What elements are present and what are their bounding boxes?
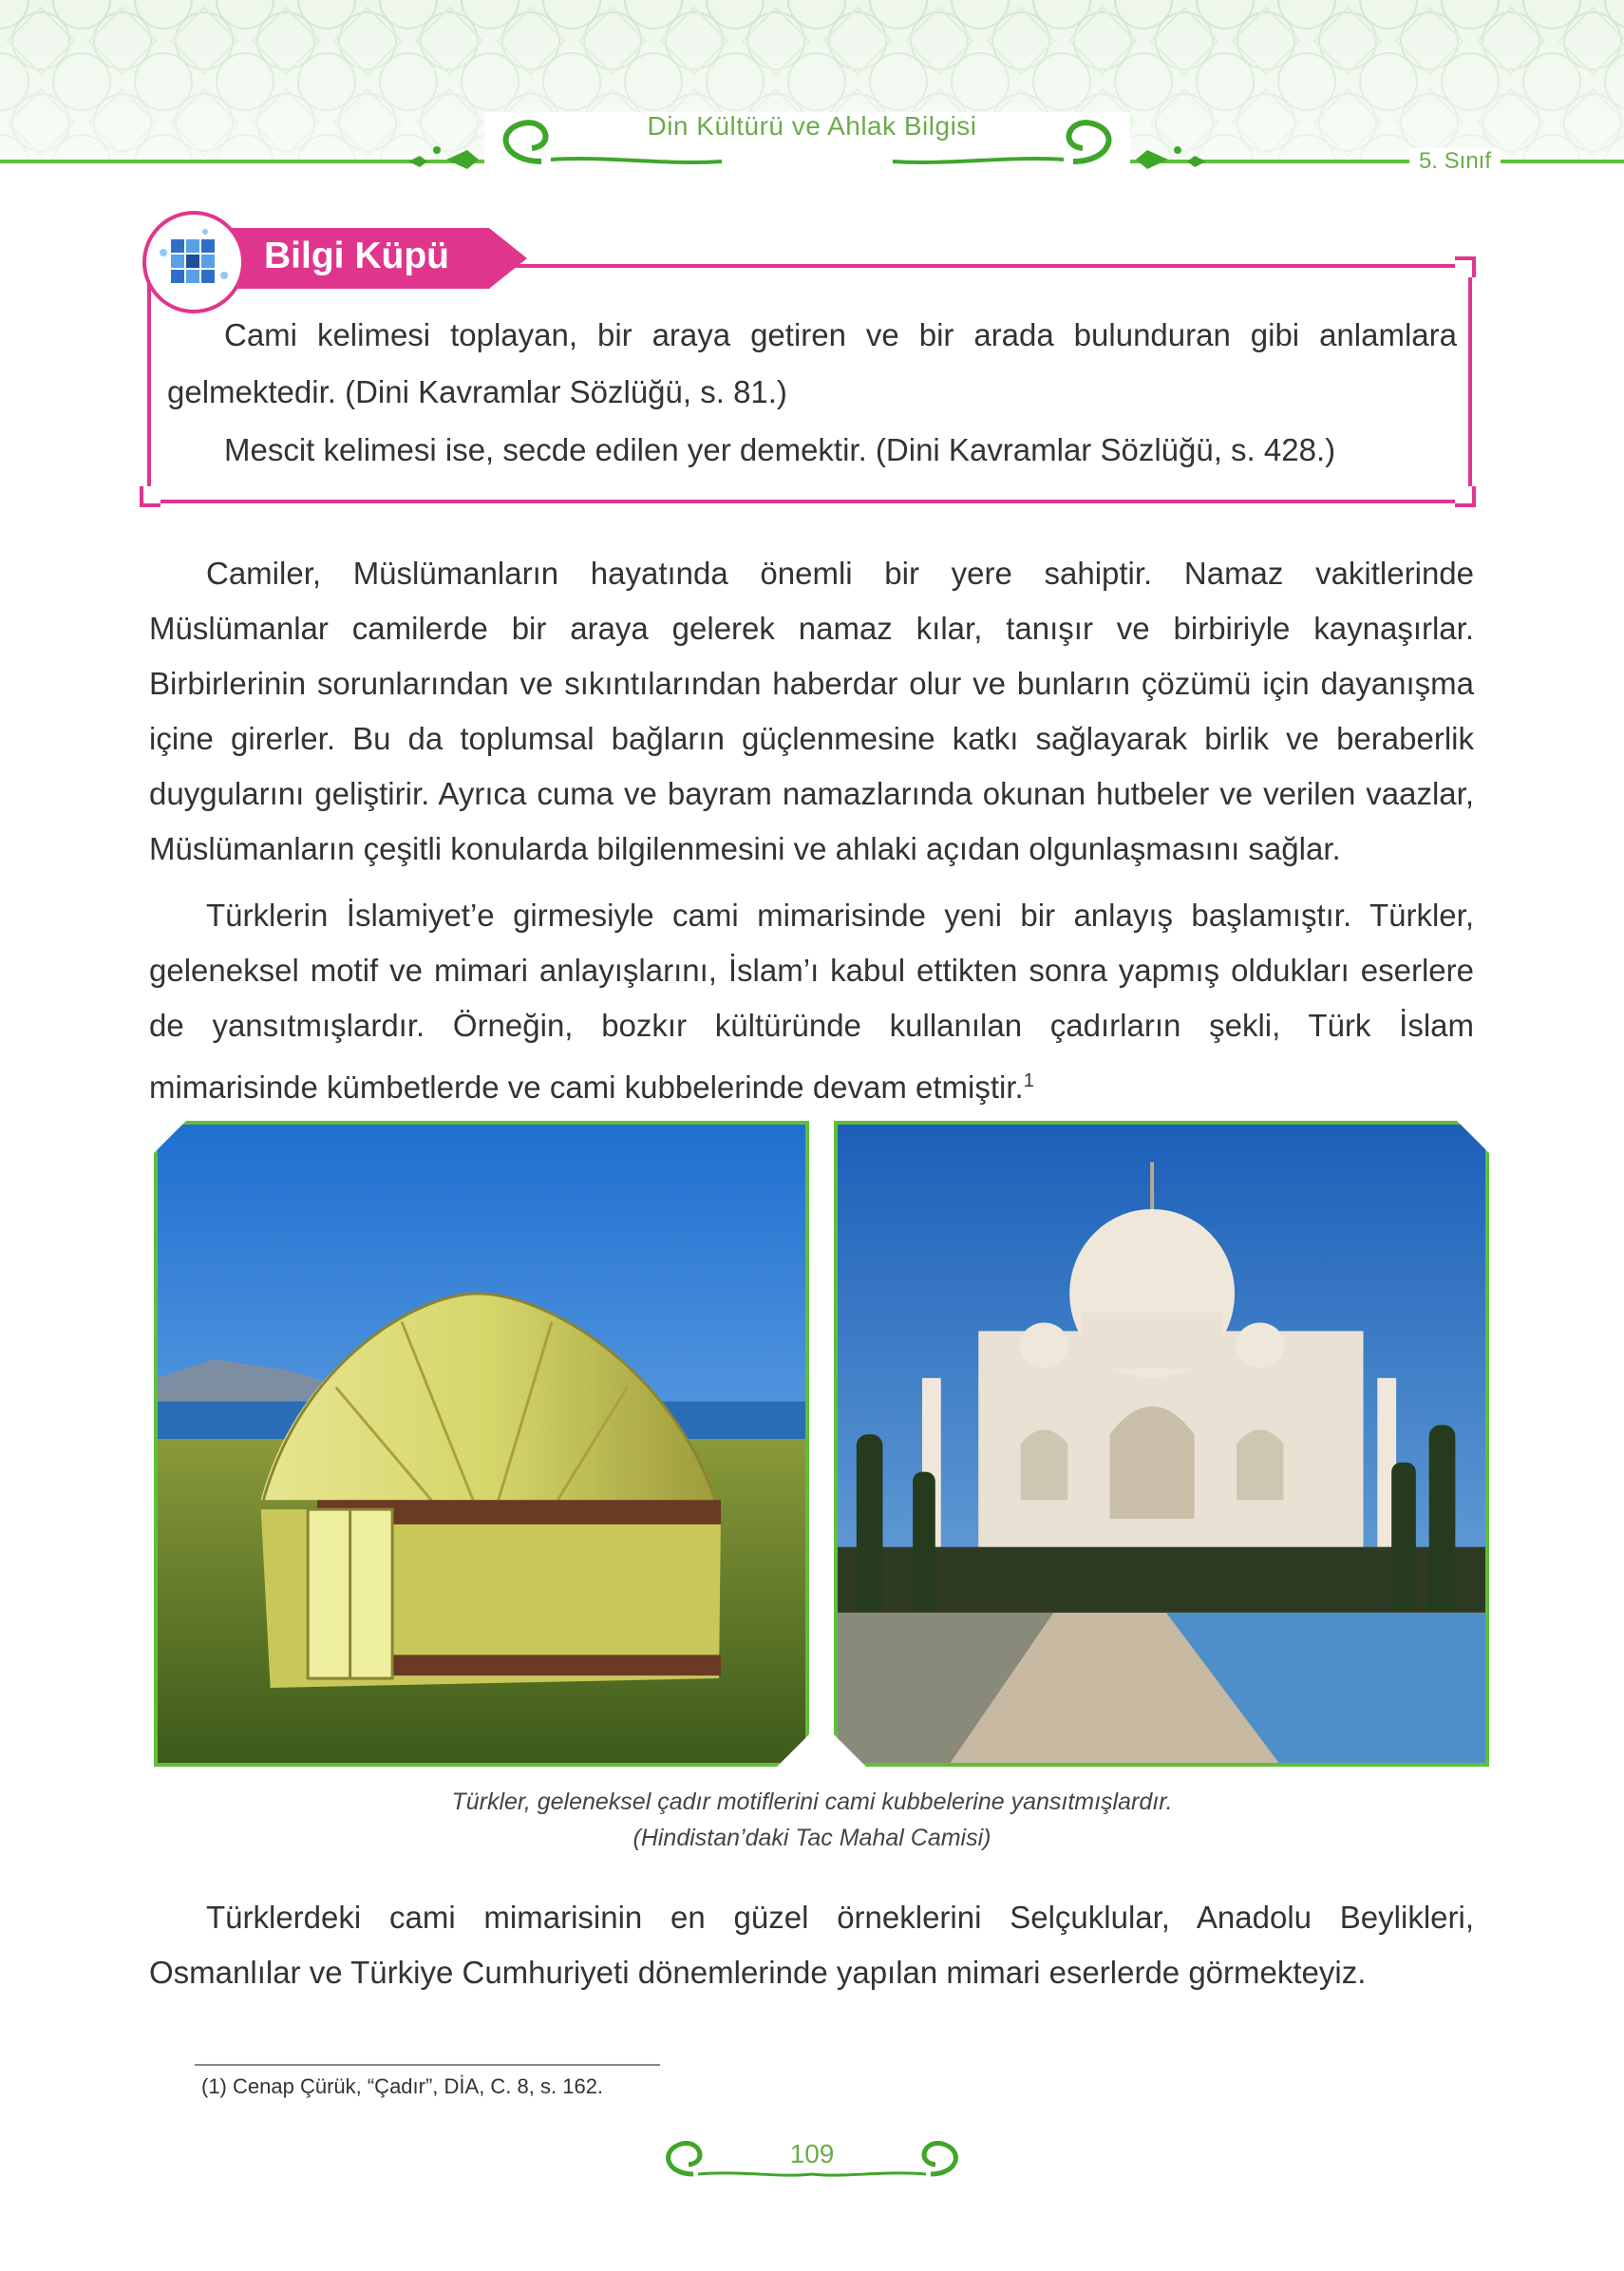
cube-icon [142,211,245,313]
info-box-corner [140,486,161,507]
info-paragraph: Mescit kelimesi ise, secde edilen yer demektir. (Dini Kavramlar Sözlüğü, s. 428.) [224,432,1336,467]
info-box-corner [1455,486,1476,507]
figure-caption [285,1784,1339,1856]
caption-line: Türkler, geleneksel çadır motiflerini cami kubbelerine yansıtmışlardır. [451,1788,1173,1815]
yurt-photo [154,1121,809,1767]
body-paragraph: Camiler, Müslümanların hayatında önemli bir yere sahiptir. Namaz vakitlerinde Müslümanlar camilerde bir araya gelerek namaz kılar, tanışır ve birbiriyle kaynaşırlar. Birbirlerinin sorunlarından ve sıkıntılarından haberdar olur ve bunların çözümü için dayanışma içine girerler. Bu da toplumsal bağların güçlenmesine katkı sağlayarak birlik ve beraberlik duygularını geliştirir. Ayrıca cuma ve bayram namazlarında okunan hutbeler ve verilen vaazlar, Müslümanların çeşitli konularda bilgilenmesini ve ahlaki açıdan olgunlaşmasını sağlar. [149,556,1474,866]
taj-mahal-photo [834,1121,1489,1767]
info-paragraph: Cami kelimesi toplayan, bir araya getiren ve bir arada bulunduran gibi anlamlara gelmektedir. (Dini Kavramlar Sözlüğü, s. 81.) [167,317,1457,409]
footnote: (1) Cenap Çürük, “Çadır”, DİA, C. 8, s. 162. [201,2074,604,2098]
info-box-title: Bilgi Küpü [264,236,449,276]
page-number: 109 [789,2139,835,2168]
footnote-divider [195,2064,660,2066]
caption-line: (Hindistan’daki Tac Mahal Camisi) [633,1825,991,1851]
footnote-reference: 1 [1023,1070,1034,1091]
paragraph-text: Türklerin İslamiyet’e girmesiyle cami mimarisinde yeni bir anlayış başlamıştır. Türkler, geleneksel motif ve mimari anlayışlarını, İslam’ı kabul ettikten sonra yapmış oldukları eserlere de yansıtmışlardır. Örneğin, bozkır kültüründe kullanılan çadırların şekli, Türk İslam mimarisinde kümbetlerde ve cami kubbelerinde devam etmiştir. [149,898,1474,1105]
body-paragraph: Türklerdeki cami mimarisinin en güzel örneklerini Selçuklular, Anadolu Beylikleri, Osmanlılar ve Türkiye Cumhuriyeti dönemlerinde yapılan mimari eserlerde görmekteyiz. [149,1900,1474,1990]
book-title: Din Kültürü ve Ahlak Bilgisi [647,111,977,141]
body-paragraph [149,888,1474,1115]
info-box-corner [1455,256,1476,277]
grade-label: 5. Sınıf [1409,148,1501,175]
